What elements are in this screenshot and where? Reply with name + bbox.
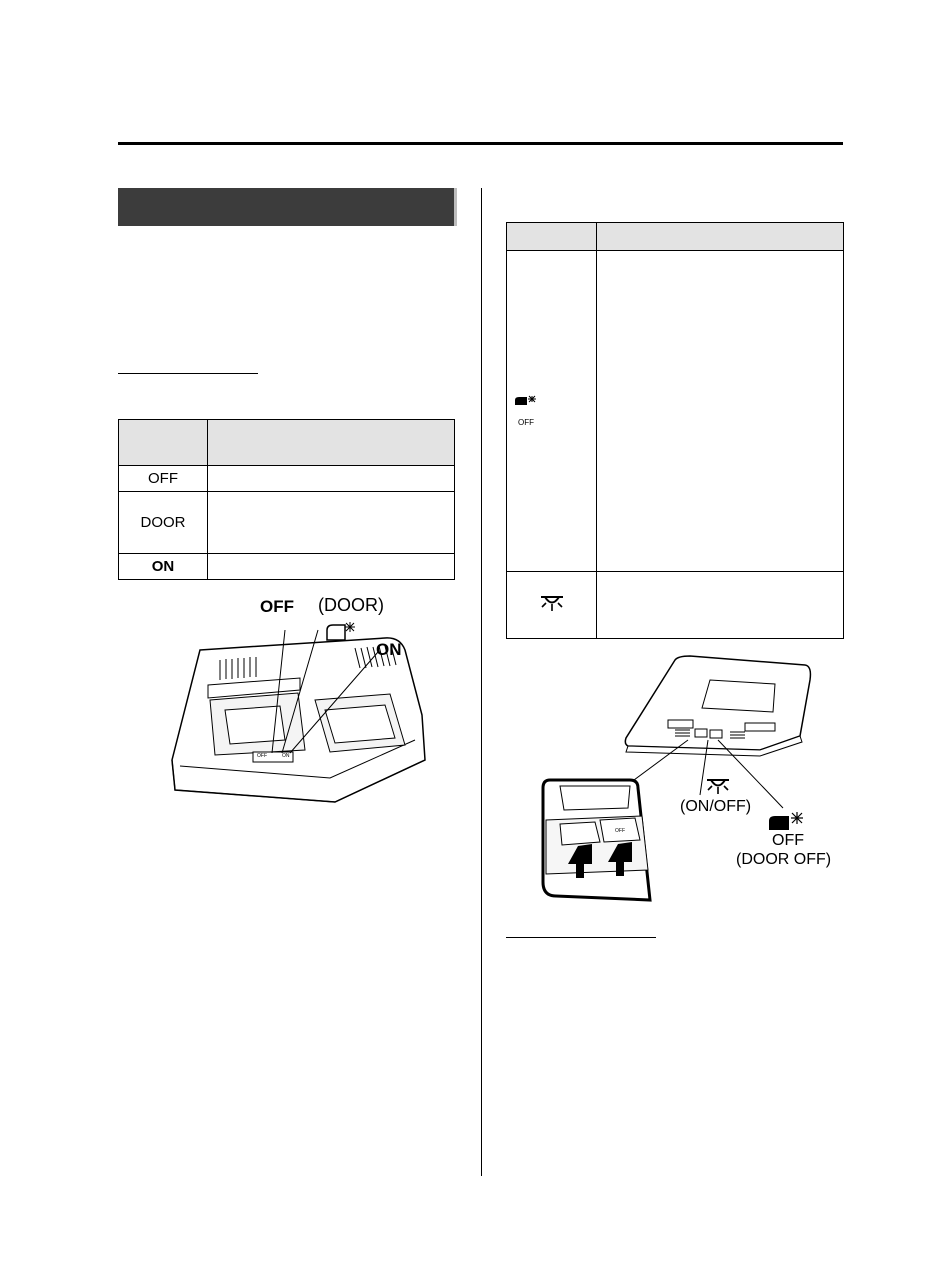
switch-position-off: OFF [119, 466, 208, 492]
map-light-diagram [540, 650, 840, 905]
table-row [119, 466, 455, 492]
button-mark-off: OFF [615, 828, 625, 834]
table-header-cell [208, 420, 455, 466]
label-off: OFF [772, 832, 804, 849]
label-door: (DOOR) [318, 595, 384, 615]
label-door-off: (DOOR OFF) [736, 851, 832, 868]
table-row [507, 251, 844, 572]
table-cell [597, 572, 844, 639]
label-on-off: (ON/OFF) [680, 798, 752, 815]
table-header-cell [507, 223, 597, 251]
door-off-symbol-cell [507, 251, 597, 572]
table-cell [208, 466, 455, 492]
overhead-console-diagram [160, 590, 460, 820]
section-header-bar [118, 188, 454, 226]
subheading-underline-right [506, 937, 656, 938]
table-cell [208, 492, 455, 554]
button-function-table [506, 222, 844, 639]
table-header-row [119, 420, 455, 466]
label-on: ON [376, 640, 402, 659]
column-divider [481, 188, 482, 1176]
switch-mark-off: OFF [257, 753, 267, 759]
door-off-icon [513, 393, 539, 430]
door-icon [325, 620, 359, 646]
table-row [119, 492, 455, 554]
table-header-cell [597, 223, 844, 251]
switch-position-door: DOOR [119, 492, 208, 554]
top-rule [118, 142, 843, 145]
lamp-icon [537, 601, 567, 618]
table-row [507, 572, 844, 639]
switch-position-on: ON [119, 554, 208, 580]
subheading-underline-left [118, 373, 258, 374]
switch-mark-on: ON [282, 753, 290, 759]
table-cell [208, 554, 455, 580]
table-header-cell [119, 420, 208, 466]
label-off: OFF [260, 597, 294, 616]
table-cell [597, 251, 844, 572]
door-off-icon-label: OFF [518, 417, 534, 427]
switch-position-table [118, 419, 455, 580]
lamp-symbol-cell [507, 572, 597, 639]
table-row [119, 554, 455, 580]
table-header-row [507, 223, 844, 251]
